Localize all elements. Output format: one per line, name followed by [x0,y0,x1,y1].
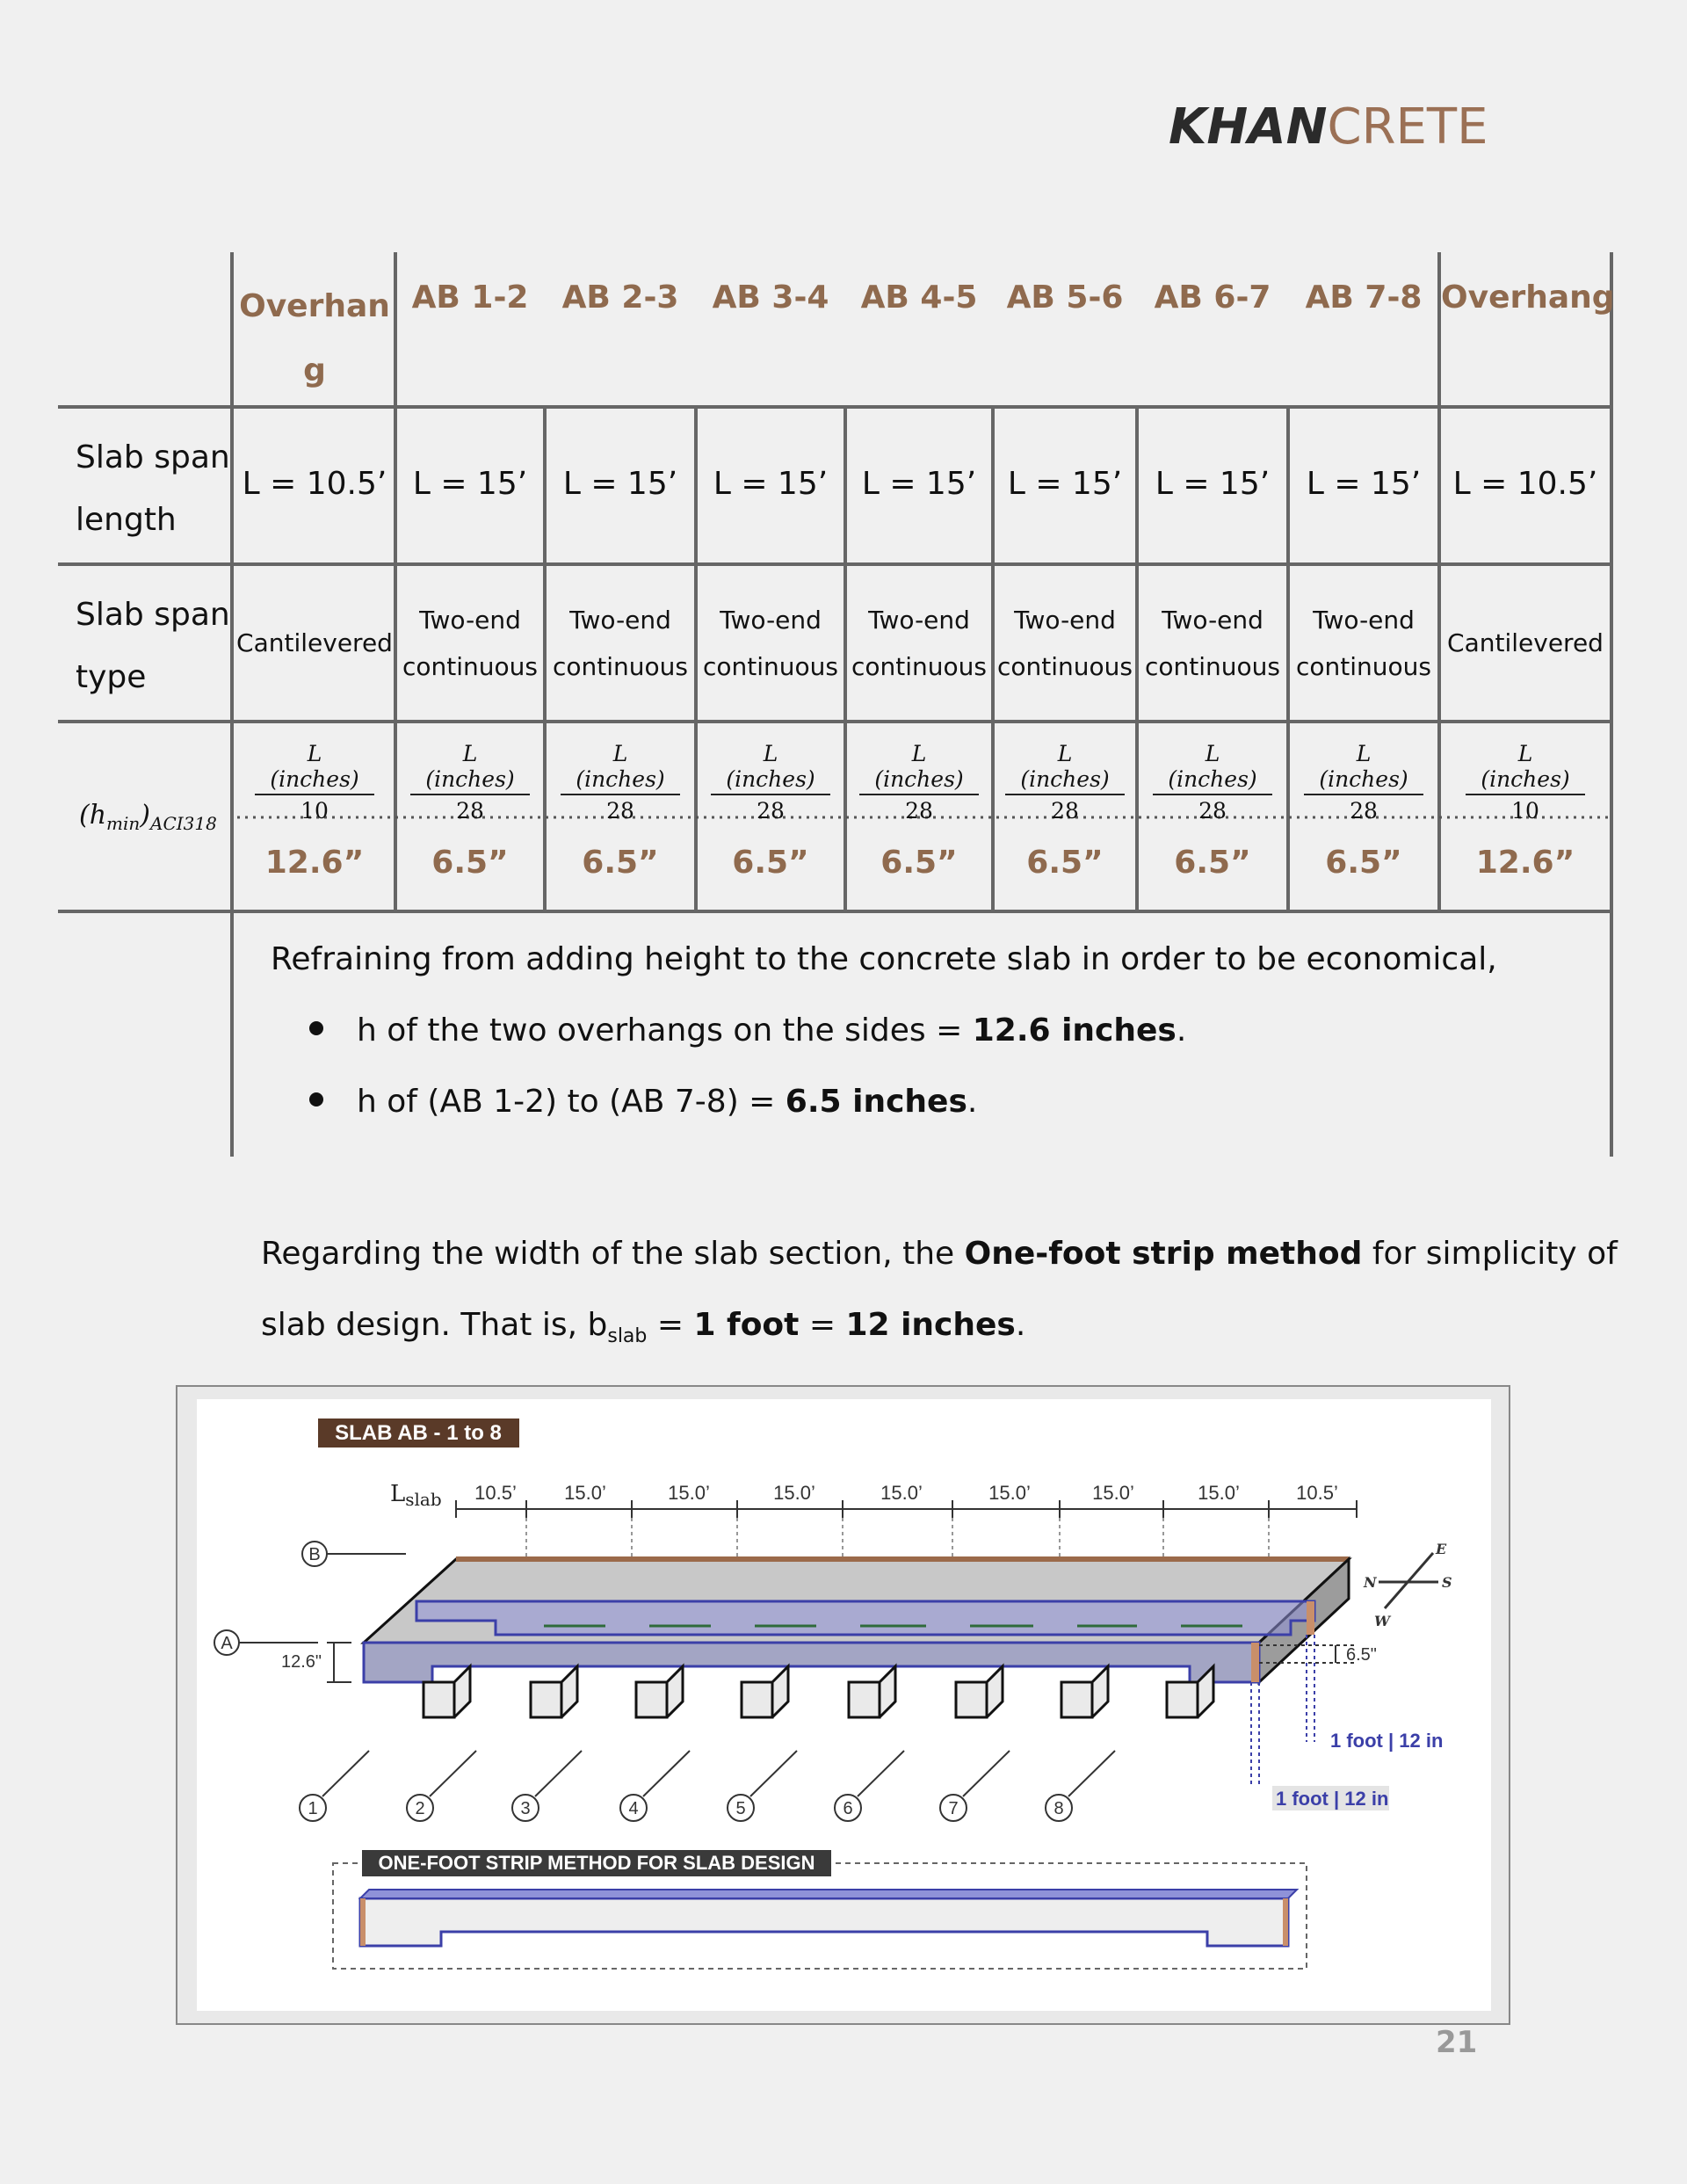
axis-b-label: B [308,1545,321,1564]
grid-number: 2 [415,1799,425,1818]
hmin-value: 12.6” [264,845,365,881]
span-type-cell: Two-end continuous [1145,606,1280,681]
span-type-cell: Cantilevered [1447,628,1604,657]
conclusion-bullet-1: h of the two overhangs on the sides = 12.6 inches. [309,1012,1186,1048]
strip-method-end [1283,1898,1288,1946]
header-overhang-left: Overhan g [239,288,390,388]
slab-diagram [197,1399,1491,2011]
grid-number: 5 [735,1799,746,1818]
hmin-value: 6.5” [582,845,659,881]
columns [424,1666,1213,1717]
hmin-formula: L (inches) 28 [410,741,530,824]
hmin-value: 6.5” [880,845,958,881]
slab-figure [176,1385,1510,2025]
hmin-formula: L (inches) 10 [1466,741,1585,824]
span-label: 15.0’ [1198,1482,1240,1504]
compass-icon [1379,1553,1438,1608]
hmin-formula: L (inches) 28 [859,741,979,824]
conclusion-bullet-2: h of (AB 1-2) to (AB 7-8) = 6.5 inches. [309,1084,977,1120]
bullet-dot [309,1092,323,1107]
width-para-line2: slab design. That is, $b_{slab} = 1$ foot = 12 inches. [261,1307,1026,1348]
header-ab-5-6: AB 5-6 [1006,279,1124,316]
grid-number: 1 [308,1799,318,1818]
hmin-formula: L (inches) 28 [1153,741,1272,824]
row-label-span-type: Slab span type [76,597,230,695]
span-length-cell: L = 15’ [562,466,678,502]
strip-method-end [360,1898,366,1946]
compass-n: N [1364,1574,1377,1591]
header-ab-7-8: AB 7-8 [1305,279,1423,316]
figure-title: SLAB AB - 1 to 8 [335,1421,502,1445]
grid-number: 6 [843,1799,853,1818]
span-type-cell: Two-end continuous [402,606,538,681]
brand-part2: CRETE [1327,98,1488,156]
span-type-cell: Cantilevered [236,628,393,657]
header-ab-2-3: AB 2-3 [561,279,679,316]
grid-number: 4 [628,1799,639,1818]
span-length-cell: L = 15’ [412,466,528,502]
strip-end-brown [1307,1601,1314,1635]
grid-number: 3 [520,1799,531,1818]
dim-overhang-label: 12.6" [280,1652,322,1672]
hmin-value: 6.5” [1174,845,1251,881]
span-label: 15.0’ [1092,1482,1134,1504]
hmin-formula: L (inches) 28 [1304,741,1423,824]
span-length-cell: L = 15’ [713,466,829,502]
span-label: 10.5’ [474,1482,517,1504]
span-length-cell: L = 15’ [861,466,977,502]
header-ab-3-4: AB 3-4 [712,279,829,316]
grid-number: 8 [1053,1799,1064,1818]
span-length-cell: L = 15’ [1155,466,1271,502]
span-type-cell: Two-end continuous [851,606,987,681]
hmin-formula: L (inches) 28 [561,741,680,824]
strip-method-title: ONE-FOOT STRIP METHOD FOR SLAB DESIGN [378,1852,815,1874]
hmin-value: 6.5” [732,845,809,881]
strip-method-section [360,1898,1288,1946]
conclusion-intro: Refraining from adding height to the concrete slab in order to be economical, [271,941,1497,977]
dim-overhang [327,1643,351,1682]
span-length-cell: L = 15’ [1007,466,1123,502]
page-number: 21 [1436,2025,1478,2060]
bullet-dot [309,1021,323,1035]
compass-s: S [1442,1574,1452,1591]
span-length-cell: L = 10.5’ [1452,466,1598,502]
span-label: 15.0’ [880,1482,923,1504]
row-label-hmin: $(h_{min})_{ACI318}$ [79,800,217,834]
strip-a [364,1643,1259,1682]
span-type-cell: Two-end continuous [553,606,688,681]
strip-label-1: 1 foot | 12 in [1330,1730,1444,1752]
span-length-cell: L = 10.5’ [242,466,387,502]
hmin-formula: L (inches) 28 [1005,741,1125,824]
span-length-cell: L = 15’ [1306,466,1422,502]
compass-w: W [1374,1613,1390,1629]
strip-end-brown [1251,1643,1259,1682]
hmin-value: 12.6” [1475,845,1575,881]
hmin-value: 6.5” [1325,845,1402,881]
strip-label-2: 1 foot | 12 in [1276,1788,1389,1810]
width-para-line1: Regarding the width of the slab section, the One-foot strip method for simplicity of [261,1236,1618,1272]
span-label: 15.0’ [773,1482,815,1504]
hmin-value: 6.5” [431,845,509,881]
axis-a-label: A [221,1634,233,1653]
span-type-cell: Two-end continuous [1296,606,1431,681]
span-type-cell: Two-end continuous [997,606,1133,681]
grid-leaders [322,1751,1115,1796]
lslab-label: Lslab [390,1481,442,1510]
hmin-value: 6.5” [1026,845,1104,881]
hmin-formula: L (inches) 10 [255,741,374,824]
span-label: 15.0’ [564,1482,606,1504]
hmin-formula: L (inches) 28 [711,741,830,824]
span-type-cell: Two-end continuous [703,606,838,681]
header-overhang-right: Overhang [1441,279,1615,316]
brand-part1: KHAN [1169,98,1328,156]
header-ab-4-5: AB 4-5 [860,279,978,316]
grid-number: 7 [948,1799,959,1818]
compass-e: E [1436,1541,1447,1557]
span-label: 10.5’ [1296,1482,1338,1504]
header-ab-1-2: AB 1-2 [411,279,529,316]
row-label-span-length: Slab span length [76,439,230,538]
dim-interior-label: 6.5" [1346,1645,1377,1665]
strip-method-top [360,1890,1297,1898]
strip-b [416,1601,1314,1635]
header-ab-6-7: AB 6-7 [1154,279,1271,316]
span-label: 15.0’ [668,1482,710,1504]
span-label: 15.0’ [988,1482,1031,1504]
